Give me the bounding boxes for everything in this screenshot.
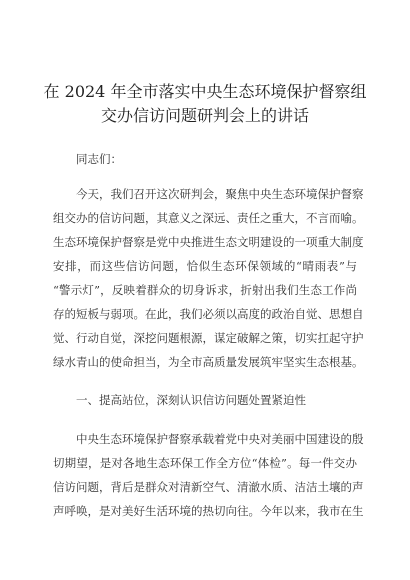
paragraph-1-line-8: 绿水青山的使命担当，为全市高质量发展筑牢坚实生态根基。: [53, 355, 364, 369]
section-1-heading: 一、提高站位，深刻认识信访问题处置紧迫性: [76, 393, 306, 407]
paragraph-1-line-5: “警示灯”，反映着群众的切身诉求，折射出我们生态工作尚: [53, 283, 357, 297]
paragraph-1-line-2: 组交办的信访问题，其意义之深远、责任之重大，不言而喻。: [53, 211, 364, 225]
paragraph-2-line-4: 声呼唤，是对美好生活环境的热切向往。今年以来，我市在生: [53, 504, 364, 518]
salutation: 同志们：: [76, 152, 122, 166]
paragraph-1-line-3: 生态环境保护督察是党中央推进生态文明建设的一项重大制度: [53, 235, 364, 249]
document-title-line-2: 交办信访问题研判会上的讲话: [100, 106, 309, 125]
paragraph-2-line-2: 切期望，是对各地生态环保工作全方位“体检”。每一件交办: [53, 456, 357, 470]
document-title-line-1: 在 2024 年全市落实中央生态环境保护督察组: [43, 82, 367, 101]
paragraph-1-line-4: 安排，而这些信访问题，恰似生态环保领域的“晴雨表”与: [53, 259, 357, 273]
paragraph-1-line-1: 今天，我们召开这次研判会，聚焦中央生态环境保护督察: [76, 187, 364, 201]
paragraph-2-line-3: 信访问题，背后是群众对清新空气、清澈水质、洁洁土壤的声: [53, 480, 364, 494]
paragraph-1-line-7: 觉、行动自觉，深挖问题根源，谋定破解之策，切实扛起守护: [53, 331, 364, 345]
paragraph-2-line-1: 中央生态环境保护督察承载着党中央对美丽中国建设的殷: [76, 432, 364, 446]
paragraph-1-line-6: 存的短板与弱项。在此，我们必须以高度的政治自觉、思想自: [53, 307, 364, 321]
